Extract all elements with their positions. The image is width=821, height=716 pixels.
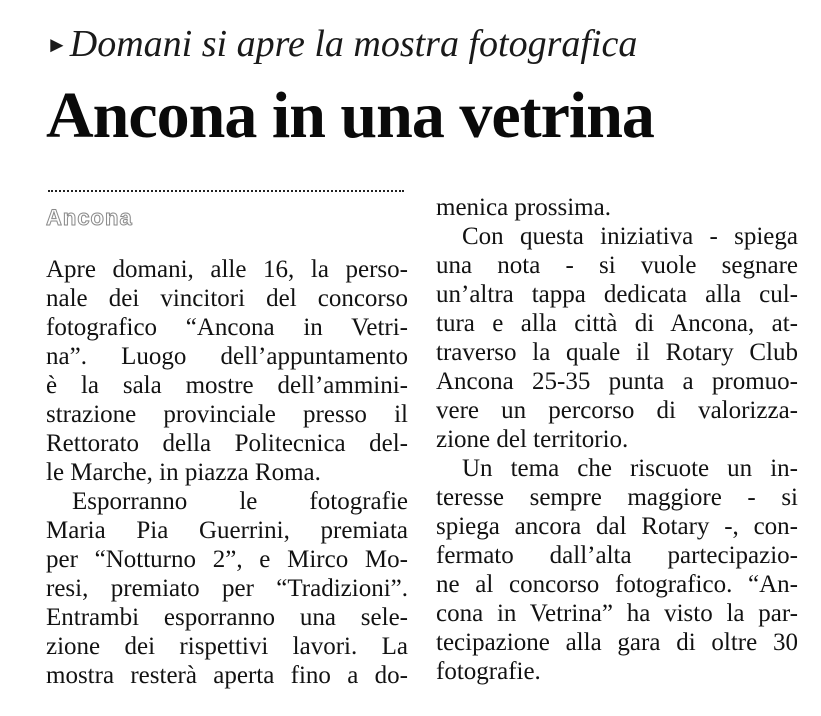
- text-line: zione dei rispettivi lavori. La: [46, 633, 408, 660]
- text-line: Rettorato della Politecnica del-: [46, 430, 408, 457]
- text-line: Esporranno le fotografie: [72, 488, 408, 515]
- kicker-text: Domani si apre la mostra fotografica: [69, 23, 638, 65]
- article-column-1: [46, 255, 408, 690]
- text-line: Entrambi esporranno una sele-: [46, 604, 408, 631]
- text-line: Con questa iniziativa - spiega: [462, 223, 798, 250]
- text-line: teresse sempre maggiore - si: [436, 484, 798, 511]
- text-line: nale dei vincitori del concorso: [46, 285, 408, 312]
- text-line: strazione provinciale presso il: [46, 401, 408, 428]
- text-line: è la sala mostre dell’ammini-: [46, 372, 408, 399]
- text-line: tecipazione alla gara di oltre 30: [436, 629, 798, 656]
- text-line: le Marche, in piazza Roma.: [46, 459, 321, 486]
- text-line: vere un percorso di valorizza-: [436, 397, 798, 424]
- text-line: cona in Vetrina” ha visto la par-: [436, 600, 798, 627]
- text-line: per “Notturno 2”, e Mirco Mo-: [46, 546, 408, 573]
- text-line: traverso la quale il Rotary Club: [436, 339, 798, 366]
- text-line: fotografie.: [436, 658, 541, 685]
- text-line: un’altra tappa dedicata alla cul-: [436, 281, 798, 308]
- dateline: Ancona: [46, 205, 133, 230]
- text-line: Apre domani, alle 16, la perso-: [46, 256, 408, 283]
- kicker: [46, 22, 637, 67]
- text-line: fermato dall’alta partecipazio-: [436, 542, 798, 569]
- text-line: ne al concorso fotografico. “An-: [436, 571, 798, 598]
- text-line: zione del territorio.: [436, 426, 629, 453]
- text-line: spiega ancora dal Rotary -, con-: [436, 513, 798, 540]
- text-line: na”. Luogo dell’appuntamento: [46, 343, 408, 370]
- text-line: Ancona 25-35 punta a promuo-: [436, 368, 798, 395]
- headline: Ancona in una vetrina: [46, 79, 654, 152]
- text-line: menica prossima.: [436, 194, 611, 221]
- text-line: fotografico “Ancona in Vetri-: [46, 314, 408, 341]
- text-line: Un tema che riscuote un in-: [462, 455, 798, 482]
- article-column-2: [436, 193, 798, 686]
- text-line: tura e alla città di Ancona, at-: [436, 310, 798, 337]
- text-line: mostra resterà aperta fino a do-: [46, 662, 408, 689]
- text-line: resi, premiato per “Tradizioni”.: [46, 575, 408, 602]
- dotted-divider: [48, 190, 404, 192]
- text-line: una nota - si vuole segnare: [436, 252, 798, 279]
- triangle-arrow-icon: ►: [46, 32, 68, 57]
- text-line: Maria Pia Guerrini, premiata: [46, 517, 408, 544]
